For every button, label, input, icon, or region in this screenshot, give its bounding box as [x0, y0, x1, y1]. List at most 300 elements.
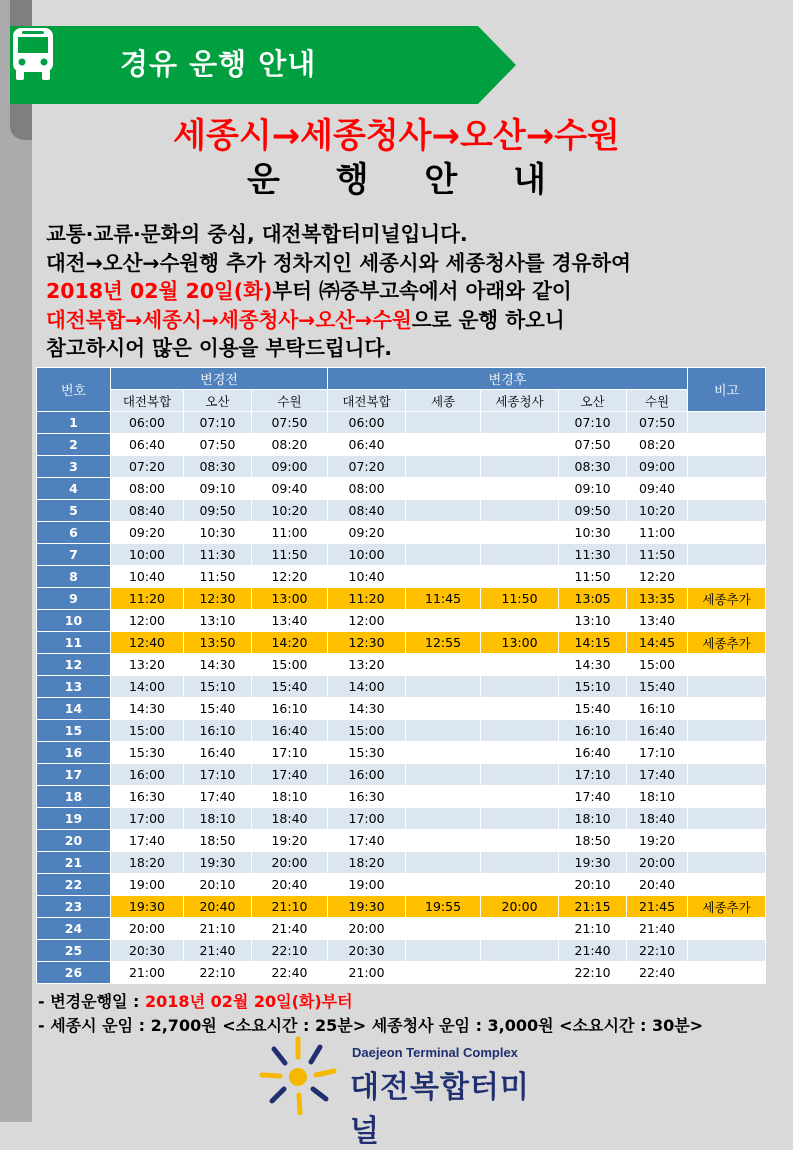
logo-english-text: Daejeon Terminal Complex [352, 1045, 518, 1060]
after-time-cell: 15:40 [559, 698, 627, 720]
terminal-logo [258, 1035, 558, 1149]
table-row [37, 456, 766, 478]
before-time-cell: 10:20 [252, 500, 328, 522]
after-time-cell: 09:10 [559, 478, 627, 500]
before-time-cell: 09:00 [252, 456, 328, 478]
before-time-cell: 07:20 [111, 456, 184, 478]
note-cell [688, 456, 766, 478]
before-time-cell: 08:40 [111, 500, 184, 522]
after-time-cell: 20:10 [559, 874, 627, 896]
before-time-cell: 22:10 [184, 962, 252, 984]
route-title: 세종시→세종청사→오산→수원 [173, 116, 620, 156]
table-row [37, 412, 766, 434]
before-time-cell: 11:30 [184, 544, 252, 566]
row-number: 10 [37, 610, 111, 632]
before-time-cell: 17:40 [252, 764, 328, 786]
after-time-cell: 07:10 [559, 412, 627, 434]
before-time-cell: 13:20 [111, 654, 184, 676]
before-time-cell: 14:30 [184, 654, 252, 676]
after-time-cell: 15:40 [627, 676, 688, 698]
header-num: 번호 [37, 368, 111, 412]
table-row [37, 962, 766, 984]
table-row [37, 852, 766, 874]
before-time-cell: 16:10 [252, 698, 328, 720]
row-number: 17 [37, 764, 111, 786]
row-number: 14 [37, 698, 111, 720]
after-time-cell [406, 654, 481, 676]
banner [10, 26, 516, 104]
before-time-cell: 12:30 [184, 588, 252, 610]
after-time-cell [406, 412, 481, 434]
after-time-cell [481, 962, 559, 984]
row-number: 6 [37, 522, 111, 544]
after-time-cell: 21:45 [627, 896, 688, 918]
subheader-after-1: 세종 [406, 390, 481, 412]
row-number: 9 [37, 588, 111, 610]
after-time-cell: 15:10 [559, 676, 627, 698]
after-time-cell: 21:40 [627, 918, 688, 940]
row-number: 22 [37, 874, 111, 896]
after-time-cell: 16:10 [627, 698, 688, 720]
row-number: 11 [37, 632, 111, 654]
after-time-cell [406, 500, 481, 522]
logo-korean-text: 대전복합터미널 [350, 1070, 530, 1149]
before-time-cell: 06:00 [111, 412, 184, 434]
before-time-cell: 18:10 [184, 808, 252, 830]
after-time-cell: 15:00 [627, 654, 688, 676]
after-time-cell: 06:00 [328, 412, 406, 434]
after-time-cell: 10:20 [627, 500, 688, 522]
after-time-cell: 09:00 [627, 456, 688, 478]
after-time-cell: 15:00 [328, 720, 406, 742]
note-cell [688, 500, 766, 522]
after-time-cell: 07:20 [328, 456, 406, 478]
before-time-cell: 07:50 [184, 434, 252, 456]
after-time-cell [406, 940, 481, 962]
after-time-cell: 11:50 [627, 544, 688, 566]
after-time-cell [481, 940, 559, 962]
subheader-before-0: 대전복합 [111, 390, 184, 412]
before-time-cell: 10:30 [184, 522, 252, 544]
after-time-cell: 19:30 [328, 896, 406, 918]
before-time-cell: 15:40 [184, 698, 252, 720]
after-time-cell: 18:20 [328, 852, 406, 874]
note-cell [688, 698, 766, 720]
row-number: 16 [37, 742, 111, 764]
after-time-cell [481, 456, 559, 478]
before-time-cell: 20:40 [252, 874, 328, 896]
after-time-cell [481, 786, 559, 808]
after-time-cell [406, 698, 481, 720]
note-cell [688, 544, 766, 566]
after-time-cell: 12:30 [328, 632, 406, 654]
after-time-cell [406, 610, 481, 632]
after-time-cell: 10:00 [328, 544, 406, 566]
header-note: 비고 [688, 368, 766, 412]
row-number: 24 [37, 918, 111, 940]
note-cell [688, 918, 766, 940]
after-time-cell [406, 478, 481, 500]
after-time-cell: 11:45 [406, 588, 481, 610]
subheader-after-3: 오산 [559, 390, 627, 412]
before-time-cell: 08:30 [184, 456, 252, 478]
footer-line-1: - 변경운행일 : 2018년 02월 20일(화)부터 [38, 992, 353, 1011]
before-time-cell: 21:40 [252, 918, 328, 940]
before-time-cell: 18:10 [252, 786, 328, 808]
table-row [37, 764, 766, 786]
after-time-cell [481, 830, 559, 852]
before-time-cell: 17:40 [111, 830, 184, 852]
intro-line-5: 참고하시어 많은 이용을 부탁드립니다. [46, 336, 393, 360]
after-time-cell: 14:30 [559, 654, 627, 676]
after-time-cell: 17:40 [559, 786, 627, 808]
note-cell [688, 852, 766, 874]
table-row [37, 720, 766, 742]
before-time-cell: 13:00 [252, 588, 328, 610]
before-time-cell: 16:30 [111, 786, 184, 808]
after-time-cell [481, 676, 559, 698]
subheader-before-2: 수원 [252, 390, 328, 412]
before-time-cell: 19:20 [252, 830, 328, 852]
after-time-cell: 13:20 [328, 654, 406, 676]
row-number: 8 [37, 566, 111, 588]
after-time-cell: 17:40 [328, 830, 406, 852]
before-time-cell: 18:40 [252, 808, 328, 830]
after-time-cell [406, 786, 481, 808]
after-time-cell [481, 412, 559, 434]
table-row [37, 434, 766, 456]
after-time-cell: 20:30 [328, 940, 406, 962]
after-time-cell [481, 720, 559, 742]
schedule-table [36, 367, 766, 984]
before-time-cell: 10:00 [111, 544, 184, 566]
note-cell [688, 742, 766, 764]
table-row [37, 588, 766, 610]
after-time-cell: 16:10 [559, 720, 627, 742]
header-after: 변경후 [328, 368, 688, 390]
before-time-cell: 20:30 [111, 940, 184, 962]
after-time-cell: 12:55 [406, 632, 481, 654]
after-time-cell [481, 874, 559, 896]
before-time-cell: 11:50 [252, 544, 328, 566]
before-time-cell: 15:10 [184, 676, 252, 698]
before-time-cell: 18:20 [111, 852, 184, 874]
note-cell [688, 808, 766, 830]
subheader-after-4: 수원 [627, 390, 688, 412]
after-time-cell: 13:05 [559, 588, 627, 610]
row-number: 5 [37, 500, 111, 522]
before-time-cell: 06:40 [111, 434, 184, 456]
before-time-cell: 09:10 [184, 478, 252, 500]
before-time-cell: 15:00 [111, 720, 184, 742]
after-time-cell: 10:40 [328, 566, 406, 588]
after-time-cell: 21:10 [559, 918, 627, 940]
after-time-cell: 11:20 [328, 588, 406, 610]
note-cell: 세종추가 [688, 632, 766, 654]
after-time-cell: 09:20 [328, 522, 406, 544]
note-cell [688, 764, 766, 786]
before-time-cell: 09:20 [111, 522, 184, 544]
after-time-cell: 21:15 [559, 896, 627, 918]
before-time-cell: 19:30 [184, 852, 252, 874]
after-time-cell: 17:10 [559, 764, 627, 786]
after-time-cell [406, 918, 481, 940]
after-time-cell: 13:35 [627, 588, 688, 610]
after-time-cell: 16:00 [328, 764, 406, 786]
after-time-cell: 20:00 [627, 852, 688, 874]
after-time-cell [481, 566, 559, 588]
footer-date: 2018년 02월 20일(화)부터 [145, 992, 353, 1011]
note-cell [688, 874, 766, 896]
subheader-after-2: 세종청사 [481, 390, 559, 412]
note-cell [688, 786, 766, 808]
after-time-cell: 13:10 [559, 610, 627, 632]
bus-icon [10, 26, 56, 82]
sub-title: 운 행 안 내 [247, 160, 568, 200]
intro-route: 대전복합→세종시→세종청사→오산→수원 [46, 307, 412, 332]
row-number: 12 [37, 654, 111, 676]
note-cell [688, 412, 766, 434]
before-time-cell: 21:10 [184, 918, 252, 940]
table-row [37, 500, 766, 522]
after-time-cell [481, 742, 559, 764]
intro-text [46, 220, 786, 363]
note-cell: 세종추가 [688, 588, 766, 610]
after-time-cell: 21:00 [328, 962, 406, 984]
before-time-cell: 12:40 [111, 632, 184, 654]
after-time-cell: 08:30 [559, 456, 627, 478]
table-row [37, 566, 766, 588]
row-number: 23 [37, 896, 111, 918]
before-time-cell: 17:00 [111, 808, 184, 830]
row-number: 18 [37, 786, 111, 808]
note-cell [688, 434, 766, 456]
after-time-cell: 22:10 [627, 940, 688, 962]
after-time-cell [406, 962, 481, 984]
footer-notes [38, 990, 703, 1038]
after-time-cell [406, 434, 481, 456]
before-time-cell: 20:00 [111, 918, 184, 940]
after-time-cell: 20:00 [481, 896, 559, 918]
before-time-cell: 16:40 [184, 742, 252, 764]
after-time-cell [481, 500, 559, 522]
after-time-cell: 10:30 [559, 522, 627, 544]
footer-line-2: - 세종시 운임 : 2,700원 <소요시간 : 25분> 세종청사 운임 : 3,000원 <소요시간 : 30분> [38, 1016, 704, 1035]
note-cell [688, 962, 766, 984]
after-time-cell: 11:00 [627, 522, 688, 544]
after-time-cell: 09:40 [627, 478, 688, 500]
subheader-before-1: 오산 [184, 390, 252, 412]
table-row [37, 610, 766, 632]
after-time-cell: 22:10 [559, 962, 627, 984]
after-time-cell: 21:40 [559, 940, 627, 962]
before-time-cell: 16:10 [184, 720, 252, 742]
table-row [37, 742, 766, 764]
after-time-cell: 20:00 [328, 918, 406, 940]
header-before: 변경전 [111, 368, 328, 390]
note-cell [688, 830, 766, 852]
after-time-cell [481, 654, 559, 676]
after-time-cell: 11:30 [559, 544, 627, 566]
intro-line-4: 대전복합→세종시→세종청사→오산→수원으로 운행 하오니 [46, 307, 565, 332]
after-time-cell [481, 544, 559, 566]
after-time-cell: 18:10 [559, 808, 627, 830]
note-cell [688, 720, 766, 742]
intro-line-1: 교통·교류·문화의 중심, 대전복합터미널입니다. [46, 222, 468, 246]
table-row [37, 632, 766, 654]
after-time-cell [406, 544, 481, 566]
after-time-cell: 17:00 [328, 808, 406, 830]
after-time-cell: 13:00 [481, 632, 559, 654]
after-time-cell: 08:40 [328, 500, 406, 522]
after-time-cell: 14:30 [328, 698, 406, 720]
before-time-cell: 14:20 [252, 632, 328, 654]
after-time-cell: 08:20 [627, 434, 688, 456]
table-row [37, 874, 766, 896]
intro-date: 2018년 02월 20일(화) [46, 279, 273, 303]
banner-title: 경유 운행 안내 [120, 47, 317, 81]
after-time-cell: 18:10 [627, 786, 688, 808]
after-time-cell [406, 676, 481, 698]
row-number: 2 [37, 434, 111, 456]
after-time-cell: 17:10 [627, 742, 688, 764]
table-row [37, 940, 766, 962]
row-number: 1 [37, 412, 111, 434]
subheader-after-0: 대전복합 [328, 390, 406, 412]
after-time-cell [481, 852, 559, 874]
after-time-cell: 17:40 [627, 764, 688, 786]
after-time-cell [406, 874, 481, 896]
after-time-cell: 11:50 [559, 566, 627, 588]
after-time-cell: 20:40 [627, 874, 688, 896]
row-number: 7 [37, 544, 111, 566]
before-time-cell: 22:10 [252, 940, 328, 962]
before-time-cell: 15:40 [252, 676, 328, 698]
before-time-cell: 14:30 [111, 698, 184, 720]
after-time-cell [481, 764, 559, 786]
after-time-cell: 18:50 [559, 830, 627, 852]
after-time-cell [481, 698, 559, 720]
after-time-cell: 16:30 [328, 786, 406, 808]
row-number: 3 [37, 456, 111, 478]
after-time-cell: 19:00 [328, 874, 406, 896]
note-cell [688, 522, 766, 544]
after-time-cell [406, 808, 481, 830]
before-time-cell: 20:40 [184, 896, 252, 918]
table-row [37, 896, 766, 918]
note-cell [688, 566, 766, 588]
after-time-cell: 12:00 [328, 610, 406, 632]
after-time-cell: 07:50 [627, 412, 688, 434]
after-time-cell [406, 456, 481, 478]
row-number: 25 [37, 940, 111, 962]
after-time-cell [406, 852, 481, 874]
intro-line-3: 2018년 02월 20일(화)부터 ㈜중부고속에서 아래와 같이 [46, 279, 572, 303]
before-time-cell: 11:50 [184, 566, 252, 588]
before-time-cell: 20:10 [184, 874, 252, 896]
row-number: 13 [37, 676, 111, 698]
before-time-cell: 12:20 [252, 566, 328, 588]
row-number: 20 [37, 830, 111, 852]
table-row [37, 808, 766, 830]
after-time-cell [406, 522, 481, 544]
before-time-cell: 07:50 [252, 412, 328, 434]
after-time-cell: 06:40 [328, 434, 406, 456]
before-time-cell: 09:40 [252, 478, 328, 500]
before-time-cell: 18:50 [184, 830, 252, 852]
before-time-cell: 19:00 [111, 874, 184, 896]
row-number: 4 [37, 478, 111, 500]
note-cell [688, 654, 766, 676]
after-time-cell: 14:15 [559, 632, 627, 654]
after-time-cell: 15:30 [328, 742, 406, 764]
row-number: 21 [37, 852, 111, 874]
before-time-cell: 19:30 [111, 896, 184, 918]
before-time-cell: 16:40 [252, 720, 328, 742]
after-time-cell: 09:50 [559, 500, 627, 522]
after-time-cell [481, 918, 559, 940]
table-row [37, 918, 766, 940]
row-number: 19 [37, 808, 111, 830]
before-time-cell: 07:10 [184, 412, 252, 434]
after-time-cell: 12:20 [627, 566, 688, 588]
after-time-cell [406, 566, 481, 588]
before-time-cell: 17:10 [252, 742, 328, 764]
before-time-cell: 22:40 [252, 962, 328, 984]
before-time-cell: 08:20 [252, 434, 328, 456]
note-cell [688, 610, 766, 632]
after-time-cell: 22:40 [627, 962, 688, 984]
after-time-cell [406, 742, 481, 764]
before-time-cell: 21:10 [252, 896, 328, 918]
before-time-cell: 21:00 [111, 962, 184, 984]
before-time-cell: 15:00 [252, 654, 328, 676]
after-time-cell [406, 830, 481, 852]
before-time-cell: 12:00 [111, 610, 184, 632]
after-time-cell [481, 610, 559, 632]
before-time-cell: 21:40 [184, 940, 252, 962]
note-cell [688, 676, 766, 698]
note-cell: 세종추가 [688, 896, 766, 918]
after-time-cell [481, 522, 559, 544]
before-time-cell: 15:30 [111, 742, 184, 764]
after-time-cell [481, 478, 559, 500]
before-time-cell: 09:50 [184, 500, 252, 522]
after-time-cell: 07:50 [559, 434, 627, 456]
after-time-cell [406, 764, 481, 786]
before-time-cell: 16:00 [111, 764, 184, 786]
row-number: 26 [37, 962, 111, 984]
table-row [37, 478, 766, 500]
after-time-cell: 18:40 [627, 808, 688, 830]
before-time-cell: 11:00 [252, 522, 328, 544]
after-time-cell: 13:40 [627, 610, 688, 632]
after-time-cell: 14:45 [627, 632, 688, 654]
before-time-cell: 13:40 [252, 610, 328, 632]
row-number: 15 [37, 720, 111, 742]
after-time-cell [481, 434, 559, 456]
before-time-cell: 17:40 [184, 786, 252, 808]
after-time-cell: 19:55 [406, 896, 481, 918]
after-time-cell [406, 720, 481, 742]
after-time-cell: 19:30 [559, 852, 627, 874]
after-time-cell: 14:00 [328, 676, 406, 698]
after-time-cell [481, 808, 559, 830]
table-row [37, 676, 766, 698]
after-time-cell: 08:00 [328, 478, 406, 500]
before-time-cell: 17:10 [184, 764, 252, 786]
logo-mark-icon [258, 1035, 342, 1115]
